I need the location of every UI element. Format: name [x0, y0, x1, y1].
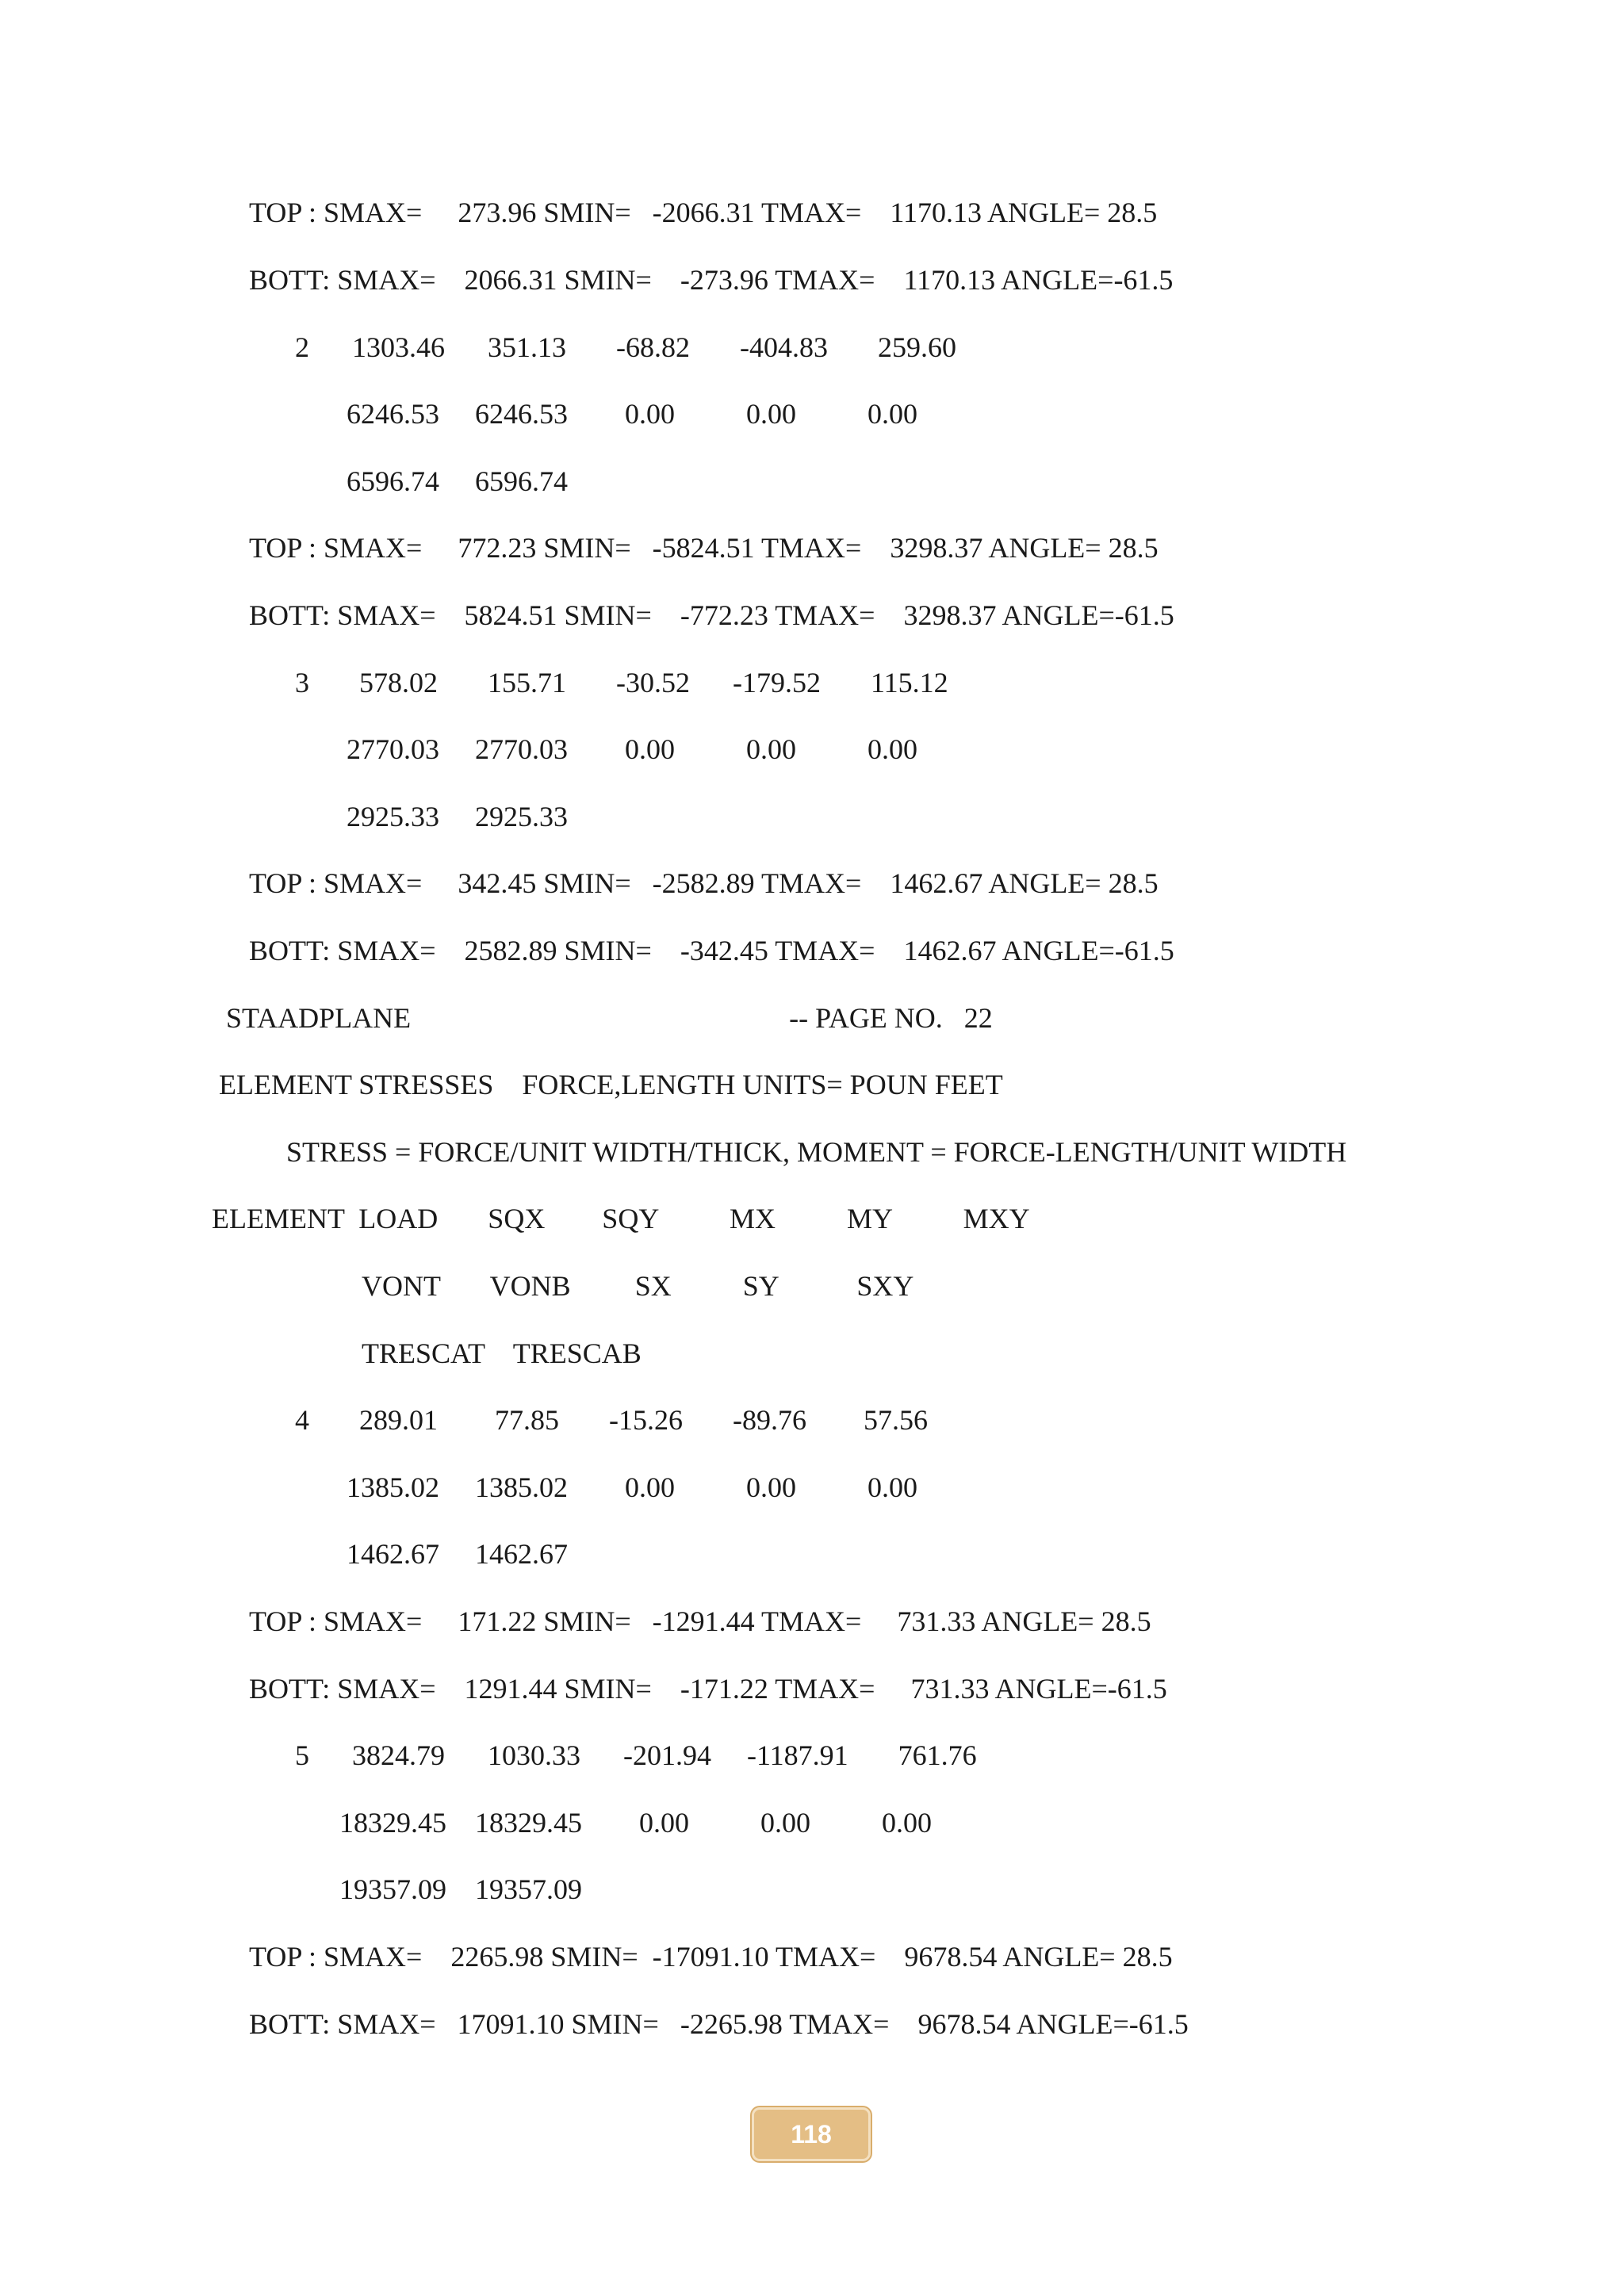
- report-line: STRESS = FORCE/UNIT WIDTH/THICK, MOMENT = FORCE-LENGTH/UNIT WIDTH: [286, 1136, 1347, 1168]
- report-line: TOP : SMAX= 273.96 SMIN= -2066.31 TMAX= 1170.13 ANGLE= 28.5: [249, 197, 1158, 228]
- report-line: 1462.67 1462.67: [347, 1538, 568, 1570]
- report-line: TOP : SMAX= 772.23 SMIN= -5824.51 TMAX= 3298.37 ANGLE= 28.5: [249, 532, 1159, 564]
- report-line: ELEMENT LOAD SQX SQY MX MY MXY: [212, 1203, 1030, 1234]
- report-line: 6596.74 6596.74: [347, 465, 568, 497]
- report-line: TOP : SMAX= 342.45 SMIN= -2582.89 TMAX= 1462.67 ANGLE= 28.5: [249, 867, 1159, 899]
- report-line: 2925.33 2925.33: [347, 801, 568, 832]
- report-line: VONT VONB SX SY SXY: [362, 1270, 914, 1302]
- report-line: ELEMENT STRESSES FORCE,LENGTH UNITS= POUN FEET: [219, 1069, 1003, 1100]
- report-line: 4 289.01 77.85 -15.26 -89.76 57.56: [295, 1404, 928, 1436]
- report-line: BOTT: SMAX= 17091.10 SMIN= -2265.98 TMAX= 9678.54 ANGLE=-61.5: [249, 2008, 1189, 2040]
- report-line: 6246.53 6246.53 0.00 0.00 0.00: [347, 398, 917, 430]
- report-line: BOTT: SMAX= 2066.31 SMIN= -273.96 TMAX= 1170.13 ANGLE=-61.5: [249, 264, 1174, 296]
- page-number: 118: [791, 2119, 832, 2149]
- report-line: TOP : SMAX= 2265.98 SMIN= -17091.10 TMAX= 9678.54 ANGLE= 28.5: [249, 1941, 1173, 1973]
- report-line: TRESCAT TRESCAB: [362, 1337, 642, 1369]
- report-line: 3 578.02 155.71 -30.52 -179.52 115.12: [295, 667, 948, 698]
- report-line: BOTT: SMAX= 1291.44 SMIN= -171.22 TMAX= 731.33 ANGLE=-61.5: [249, 1673, 1167, 1705]
- report-line: 18329.45 18329.45 0.00 0.00 0.00: [339, 1807, 932, 1839]
- report-line: STAADPLANE -- PAGE NO. 22: [226, 1002, 993, 1034]
- report-line: BOTT: SMAX= 2582.89 SMIN= -342.45 TMAX= 1462.67 ANGLE=-61.5: [249, 935, 1174, 966]
- report-line: 1385.02 1385.02 0.00 0.00 0.00: [347, 1471, 917, 1503]
- report-line: TOP : SMAX= 171.22 SMIN= -1291.44 TMAX= 731.33 ANGLE= 28.5: [249, 1605, 1151, 1637]
- report-line: 5 3824.79 1030.33 -201.94 -1187.91 761.76: [295, 1739, 977, 1771]
- report-line: 19357.09 19357.09: [339, 1873, 582, 1905]
- report-line: BOTT: SMAX= 5824.51 SMIN= -772.23 TMAX= 3298.37 ANGLE=-61.5: [249, 599, 1174, 631]
- report-line: 2 1303.46 351.13 -68.82 -404.83 259.60: [295, 331, 956, 363]
- page-number-badge: [752, 2107, 871, 2161]
- report-line: 2770.03 2770.03 0.00 0.00 0.00: [347, 733, 917, 765]
